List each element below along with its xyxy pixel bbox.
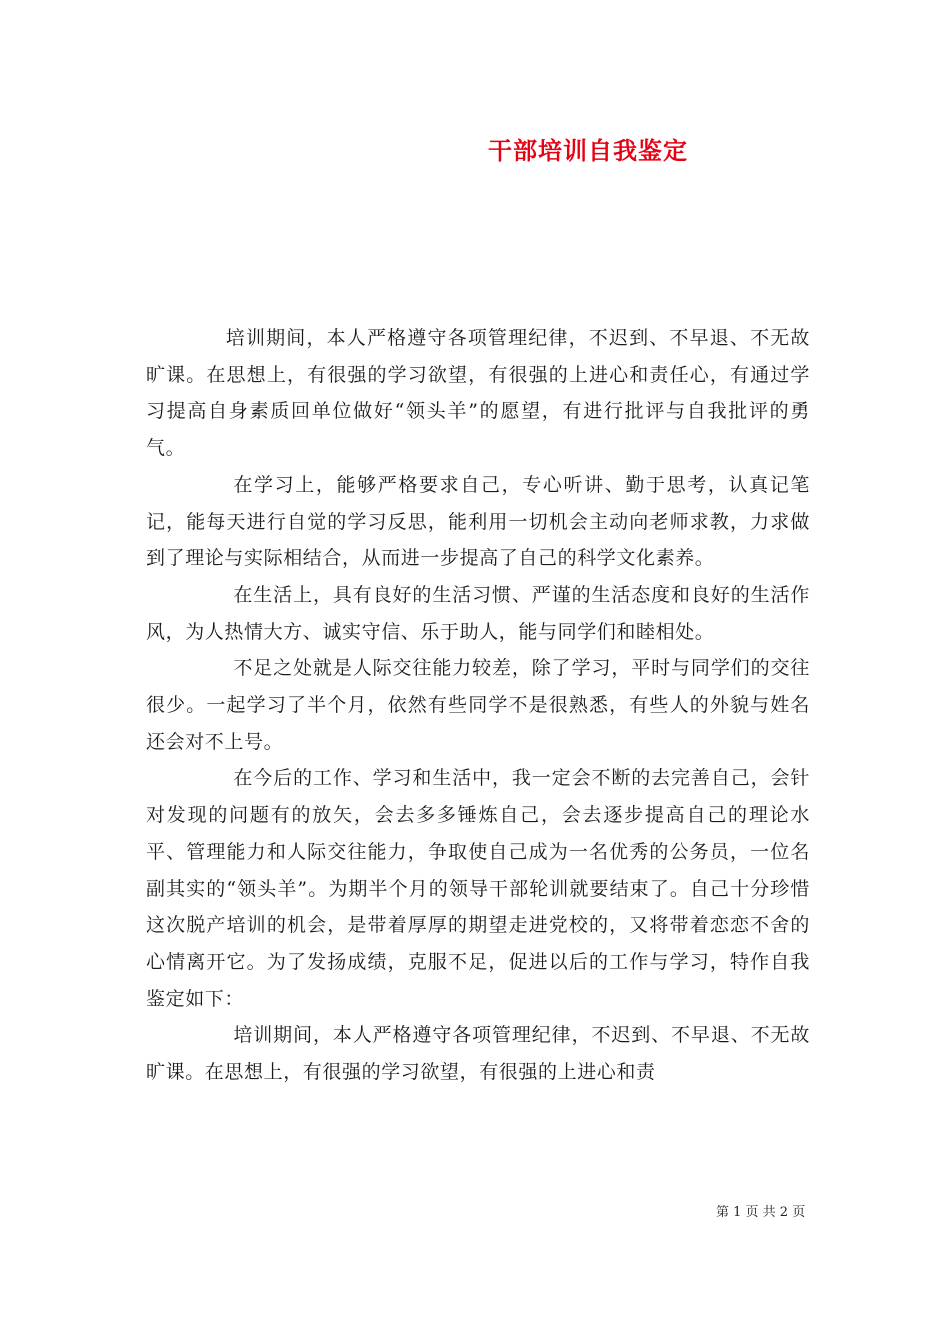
- paragraph-future: 在今后的工作、学习和生活中，我一定会不断的去完善自己，会针对发现的问题有的放矢，会去多多锤炼自己，会去逐步提高自己的理论水平、管理能力和人际交往能力，争取使自己成为一名优秀的公务员，一位名副其实的“领头羊”。为期半个月的领导干部轮训就要结束了。自己十分珍惜这次脱产培训的机会，是带着厚厚的期望走进党校的，又将带着恋恋不舍的心情离开它。为了发扬成绩，克服不足，促进以后的工作与学习，特作自我鉴定如下：: [146, 767, 810, 1010]
- document-body: [146, 320, 810, 1091]
- paragraph-life: 在生活上，具有良好的生活习惯、严谨的生活态度和良好的生活作风，为人热情大方、诚实守信、乐于助人，能与同学们和睦相处。: [146, 583, 810, 643]
- paragraph-training-discipline-repeat: 培训期间，本人严格遵守各项管理纪律，不迟到、不早退、不无故旷课。在思想上，有很强的学习欲望，有很强的上进心和责: [146, 1024, 810, 1084]
- paragraph-training-discipline: 培训期间，本人严格遵守各项管理纪律，不迟到、不早退、不无故旷课。在思想上，有很强的学习欲望，有很强的上进心和责任心，有通过学习提高自身素质回单位做好“领头羊”的愿望，有进行批评与自我批评的勇气。: [146, 327, 810, 460]
- paragraph-shortcomings: 不足之处就是人际交往能力较差，除了学习，平时与同学们的交往很少。一起学习了半个月，依然有些同学不是很熟悉，有些人的外貌与姓名还会对不上号。: [146, 657, 810, 753]
- page-number: 第 1 页 共 2 页: [716, 1205, 806, 1220]
- paragraph-study: 在学习上，能够严格要求自己，专心听讲、勤于思考，认真记笔记，能每天进行自觉的学习反思，能利用一切机会主动向老师求教，力求做到了理论与实际相结合，从而进一步提高了自己的科学文化素养。: [146, 473, 810, 570]
- document-title: 干部培训自我鉴定: [488, 136, 688, 165]
